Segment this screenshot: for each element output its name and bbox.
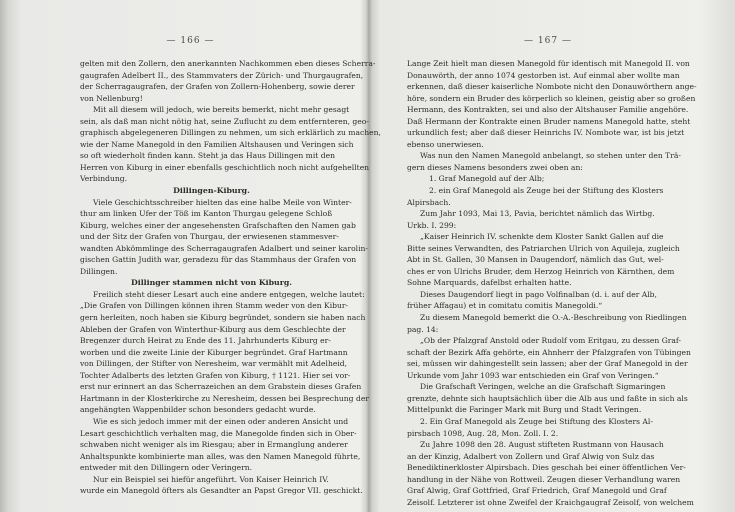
section-heading: Dillinger stammen nicht von Kiburg.: [130, 278, 292, 288]
left-page: [18, 0, 381, 512]
text-line: „Kaiser Heinrich IV. schenkte dem Kloster Sankt Gallen auf die: [420, 232, 664, 242]
text-line: Abt in St. Gallen, 30 Mansen in Daugendorf, nämlich das Gut, wel-: [407, 255, 664, 265]
text-line: entweder mit den Dillingern oder Veringern.: [80, 463, 253, 473]
text-line: Sohne Marquards, dafelbst erhalten hatte.: [407, 278, 572, 288]
text-line: Verbindung.: [80, 174, 128, 184]
right-page-number: — 167 —: [524, 36, 572, 46]
text-line: 2. ein Graf Manegold als Zeuge bei der Stiftung des Klosters: [429, 186, 664, 196]
text-line: Dieses Daugendorf liegt in pago Volfinalban (d. i. auf der Alb,: [420, 289, 657, 299]
text-line: Zum Jahr 1093, Mai 13, Pavia, berichtet nämlich das Wirtbg.: [420, 209, 655, 219]
text-line: Hermann, des Kontrakten, sei und also der Altshauser Familie angehöre.: [407, 105, 689, 115]
text-line: Tochter Adalberts des letzten Grafen von Kiburg, † 1121. Hier sei vor-: [80, 370, 351, 380]
text-line: erst nur erinnert an das Scherrazeichen an dem Grabstein dieses Grafen: [80, 382, 362, 392]
text-line: handlung in der Nähe von Rottweil. Zeugen dieser Verhandlung waren: [407, 474, 681, 484]
text-line: früher Affagau) et in comitatu comitis Manegoldi.“: [407, 301, 603, 311]
text-line: gelten mit den Zollern, den anerkannten Nachkommen eben dieses Scherra-: [80, 59, 376, 68]
text-line: gern herleiten, noch haben sie Kiburg begründet, sondern sie haben nach: [80, 313, 366, 323]
text-line: Mittelpunkt die Faringer Mark mit Burg und Stadt Veringen.: [407, 405, 642, 415]
text-line: und der Sitz der Grafen von Thurgau, der erwiesenen stammesver-: [80, 232, 339, 242]
text-line: Dillingen.: [80, 266, 118, 276]
text-line: Herren von Kiburg in einer ebenfalls geschichtlich noch nicht aufgehellten: [80, 162, 370, 172]
text-line: Lange Zeit hielt man diesen Manegold für identisch mit Manegold II. von: [407, 59, 690, 68]
text-line: schaft der Bezirk Affa gehörte, ein Ahnherr der Pfalzgrafen von Tübingen: [407, 347, 691, 357]
text-line: höre, sondern ein Bruder des körperlich so kleinen, geistig aber so großen: [407, 93, 696, 103]
text-line: gern dieses Namens besonders zwei oben an:: [407, 162, 583, 172]
text-line: von Nellenburg!: [80, 93, 143, 103]
text-line: urkundlich fest; aber daß dieser Heinrichs IV. Nombote war, ist bis jetzt: [407, 128, 685, 138]
text-line: Daß Hermann der Kontrakte einen Bruder namens Manegold hatte, steht: [407, 116, 691, 126]
text-line: worben und die zweite Linie der Kiburger begründet. Graf Hartmann: [80, 347, 348, 357]
text-line: Bitte seines Verwandten, des Patriarchen Ulrich von Aquileja, zugleich: [407, 243, 680, 253]
text-line: thur am linken Ufer der Töß im Kanton Thurgau gelegene Schloß: [80, 209, 333, 219]
text-line: Alpirsbach.: [407, 197, 451, 207]
text-line: 1. Graf Manegold auf der Alb;: [429, 174, 545, 184]
text-line: ches er von Ulrichs Bruder, dem Herzog Heinrich von Kärnthen, dem: [407, 266, 675, 276]
text-line: graphisch abgelegeneren Dillingen zu nehmen, um sich erklärlich zu machen,: [80, 128, 381, 138]
text-line: Zeisolf. Letzterer ist ohne Zweifel der Kraichgaugraf Zeisolf, von welchem: [407, 497, 694, 507]
text-line: an der Kinzig, Adalbert von Zollern und Graf Alwig von Sulz das: [407, 451, 655, 461]
text-line: sei, müssen wir dahingestellt sein lassen; aber der Graf Manegold in der: [407, 359, 688, 369]
text-line: 2. Ein Graf Manegold als Zeuge bei Stiftung des Klosters Al-: [420, 416, 653, 426]
text-line: Benediktinerkloster Alpirsbach. Dies geschah bei einer öffentlichen Ver-: [407, 463, 686, 473]
text-line: Graf Alwig, Graf Gottfried, Graf Friedrich, Graf Manegold und Graf: [407, 486, 667, 496]
text-line: schwaben nicht weniger als im Riesgau; aber in Ermanglung anderer: [80, 440, 348, 450]
text-line: Kiburg, welches einer der angesehensten Grafschaften den Namen gab: [80, 220, 356, 230]
text-line: so oft wiederholt finden kann. Steht ja das Haus Dillingen mit den: [80, 151, 335, 161]
text-line: gischen Gattin Judith war, geradezu für das Stammhaus der Grafen von: [80, 255, 357, 265]
text-line: wurde ein Manegold öfters als Gesandter an Papst Gregor VII. geschickt.: [80, 486, 363, 496]
text-line: Urkb. I. 299:: [407, 220, 457, 230]
text-line: Hartmann in der Klosterkirche zu Neresheim, dessen bei Besprechung der: [80, 393, 369, 403]
text-line: Urkunde vom Jahr 1093 war entschieden ein Graf von Veringen.“: [407, 370, 659, 380]
text-line: Nur ein Beispiel sei hiefür angeführt. Von Kaiser Heinrich IV.: [93, 474, 329, 484]
text-line: Freilich steht dieser Lesart auch eine andere entgegen, welche lautet:: [93, 289, 365, 299]
text-line: Lesart geschichtlich verhalten mag, die Manegolde finden sich in Ober-: [80, 428, 357, 438]
text-line: pag. 14:: [407, 324, 439, 334]
text-line: von Dillingen, der Stifter von Neresheim, war vermählt mit Adelheid,: [80, 359, 348, 369]
left-page-text: [80, 58, 381, 497]
text-line: Viele Geschichtsschreiber hielten das eine halbe Meile von Winter-: [93, 197, 352, 207]
text-line: Anhaltspunkte kombinierte man alles, was den Namen Manegold führte,: [80, 451, 361, 461]
right-page: [373, 0, 723, 512]
text-line: „Ob der Pfalzgraf Anstold oder Rudolf vom Eritgau, zu dessen Graf-: [420, 336, 682, 346]
text-line: der Scherragaugrafen, der Grafen von Zollern-Hohenberg, sowie derer: [80, 82, 355, 92]
text-line: Donauwörth, der anno 1074 gestorben ist. Auf einmal aber wollte man: [407, 70, 680, 80]
left-page-number: — 166 —: [166, 36, 215, 46]
right-page-text: [407, 58, 697, 508]
text-line: wandten Abkömmlinge des Scherragaugrafen Adalbert und seiner karolin-: [80, 243, 368, 253]
text-line: Zu Jahre 1098 den 28. August stifteten Rustmann von Hausach: [420, 440, 664, 450]
text-line: ebenso unerwiesen.: [407, 139, 484, 149]
text-line: grenzte, dehnte sich hauptsächlich über die Alb aus und faßte in sich als: [407, 393, 688, 403]
text-line: Zu diesem Manegold bemerkt die O.-A.-Beschreibung von Riedlingen: [420, 313, 687, 323]
text-line: „Die Grafen von Dillingen können ihren Stamm weder von den Kibur-: [80, 301, 349, 311]
text-line: wie der Name Manegold in den Familien Altshausen und Veringen sich: [80, 139, 354, 149]
text-line: Mit all diesem will jedoch, wie bereits bemerkt, nicht mehr gesagt: [93, 105, 350, 115]
text-line: Die Grafschaft Veringen, welche an die Grafschaft Sigmaringen: [420, 382, 666, 392]
text-line: Was nun den Namen Manegold anbelangt, so stehen unter den Trä-: [420, 151, 681, 161]
text-line: Bregenzer durch Heirat zu Ende des 11. Jahrhunderts Kiburg er-: [80, 336, 331, 346]
text-line: angehängten Wappenbilder schon besonders gedacht wurde.: [80, 405, 316, 415]
text-line: gaugrafen Adelbert II., des Stammvaters der Zürich- und Thurgaugrafen,: [80, 70, 364, 80]
text-line: sein, als daß man nicht nötig hat, seine Zuflucht zu dem entfernteren, geo-: [80, 116, 369, 126]
text-line: erkennen, daß dieser kaiserliche Nombote nicht den Donauwörthern ange-: [407, 82, 697, 92]
text-line: pirsbach 1098, Aug. 28, Mon. Zoll. I. 2.: [407, 428, 559, 438]
section-heading: Dillingen-Kiburg.: [173, 186, 250, 196]
text-line: Ableben der Grafen von Winterthur-Kiburg aus dem Geschlechte der: [80, 324, 346, 334]
text-line: Wie es sich jedoch immer mit der einen oder anderen Ansicht und: [93, 416, 349, 426]
